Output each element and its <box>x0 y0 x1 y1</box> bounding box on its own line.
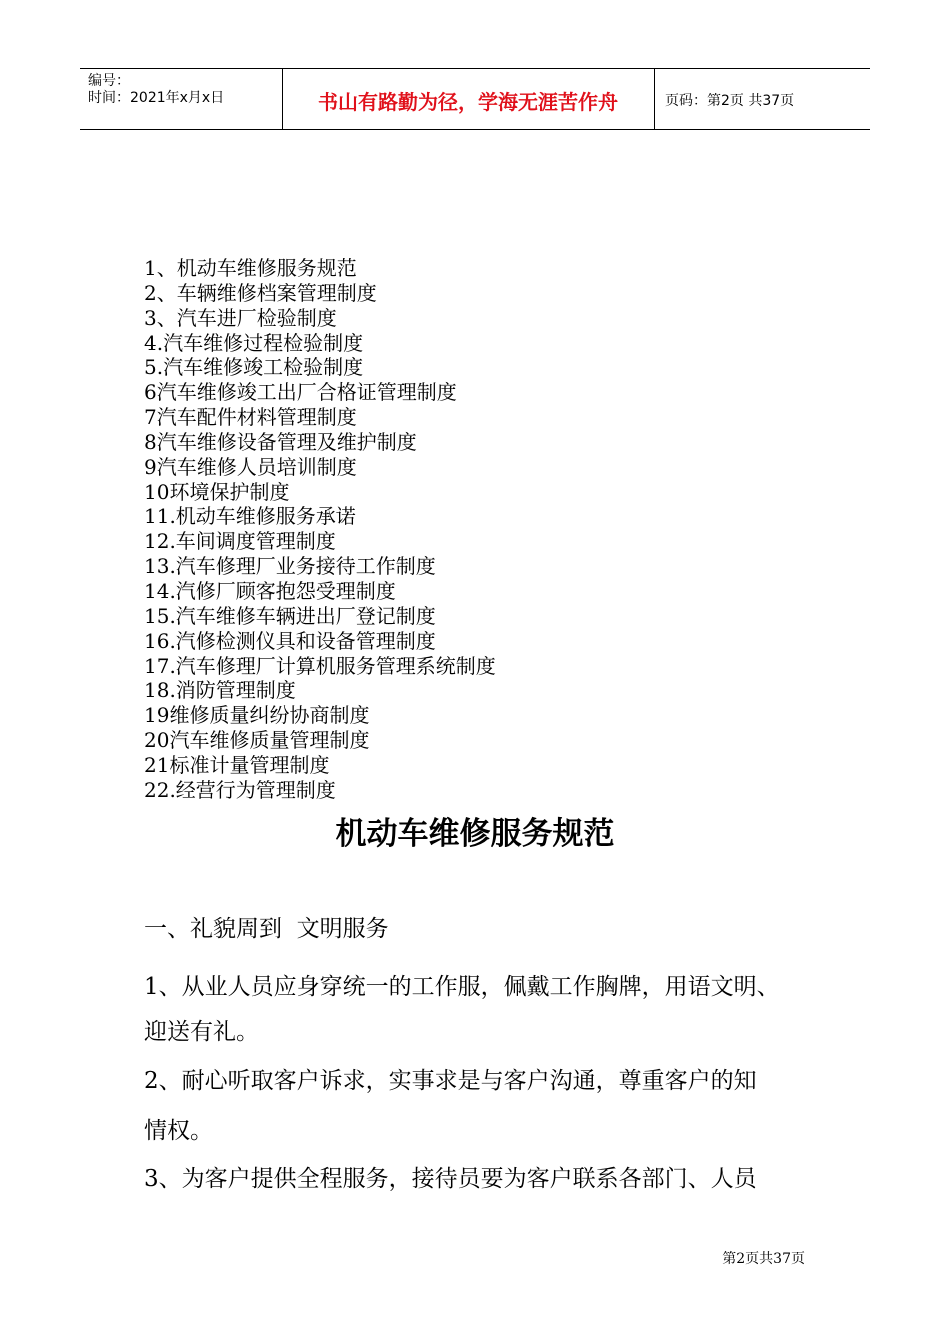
toc-item: 17.汽车修理厂计算机服务管理系统制度 <box>144 653 496 678</box>
date-line: 时间：2021年x月x日 <box>88 90 225 106</box>
toc-item: 13.汽车修理厂业务接待工作制度 <box>144 554 436 579</box>
header-meta-cell <box>80 69 283 129</box>
toc-item: 1、机动车维修服务规范 <box>144 256 357 280</box>
toc-item: 15.汽车维修车辆进出厂登记制度 <box>144 603 436 628</box>
toc-item: 22.经营行为管理制度 <box>144 777 336 802</box>
toc-item: 9汽车维修人员培训制度 <box>144 454 357 479</box>
page-info: 页码：第2页 共37页 <box>665 93 795 109</box>
body-paragraph-line: 迎送有礼。 <box>144 1019 259 1045</box>
toc-item: 2、车辆维修档案管理制度 <box>144 280 377 305</box>
toc-item: 3、汽车进厂检验制度 <box>144 305 337 330</box>
toc-item: 20汽车维修质量管理制度 <box>144 728 370 753</box>
body-paragraph-line: 情权。 <box>144 1118 213 1144</box>
header-motto-cell <box>282 69 655 129</box>
toc-item: 18.消防管理制度 <box>144 678 296 703</box>
toc-item: 11.机动车维修服务承诺 <box>144 504 356 529</box>
page-footer: 第2页共37页 <box>722 1251 805 1267</box>
toc-item: 5.汽车维修竣工检验制度 <box>144 355 364 380</box>
toc-item: 6汽车维修竣工出厂合格证管理制度 <box>144 380 457 405</box>
toc-item: 21标准计量管理制度 <box>144 752 330 777</box>
toc-item: 16.汽修检测仪具和设备管理制度 <box>144 628 436 653</box>
document-title: 机动车维修服务规范 <box>335 816 615 852</box>
motto-text: 书山有路勤为径，学海无涯苦作舟 <box>318 90 618 114</box>
body-paragraph-line: 2、耐心听取客户诉求，实事求是与客户沟通，尊重客户的知 <box>144 1068 757 1094</box>
toc-item: 19维修质量纠纷协商制度 <box>144 703 370 728</box>
page-header <box>80 68 870 130</box>
toc-item: 12.车间调度管理制度 <box>144 529 336 554</box>
section-heading: 一、礼貌周到 文明服务 <box>144 916 389 942</box>
toc-item: 7汽车配件材料管理制度 <box>144 405 357 430</box>
body-paragraph-line: 3、为客户提供全程服务，接待员要为客户联系各部门、人员 <box>144 1166 757 1192</box>
number-label: 编号： <box>88 73 130 89</box>
toc-item: 8汽车维修设备管理及维护制度 <box>144 429 417 454</box>
header-page-cell <box>655 69 870 129</box>
toc-item: 14.汽修厂顾客抱怨受理制度 <box>144 578 396 603</box>
toc-item: 10环境保护制度 <box>144 479 290 504</box>
body-paragraph-line: 1、从业人员应身穿统一的工作服，佩戴工作胸牌，用语文明、 <box>144 974 780 1000</box>
toc-item: 4.汽车维修过程检验制度 <box>144 330 364 355</box>
table-of-contents <box>144 256 496 803</box>
